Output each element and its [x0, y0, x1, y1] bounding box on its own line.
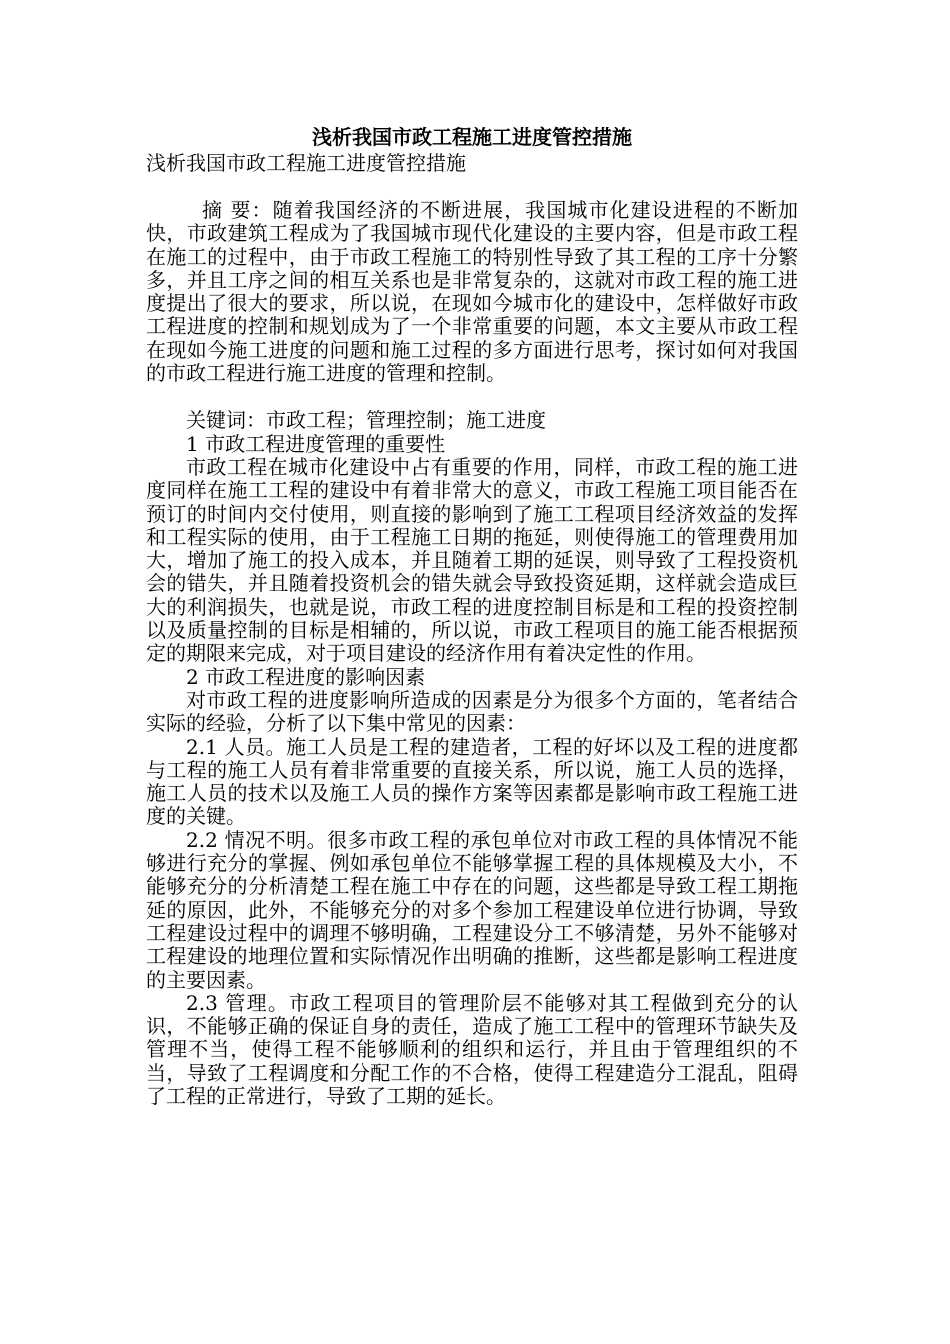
section-1-heading: 1 市政工程进度管理的重要性: [186, 431, 446, 456]
section-2-2-paragraph: 2.2 情况不明。很多市政工程的承包单位对市政工程的具体情况不能够进行充分的掌握、例如承包单位不能够掌握工程的具体规模及大小，不能够充分的分析清楚工程在施工中存在的问题，这些都是导致工程工期拖延的原因，此外，不能够充分的对多个参加工程建设单位进行协调，导致工程建设过程中的调理不够明确，工程建设分工不够清楚，另外不能够对工程建设的地理位置和实际情况作出明确的推断，这些都是影响工程进度的主要因素。: [146, 827, 798, 992]
document-page: [146, 124, 798, 1108]
section-2-heading: 2 市政工程进度的影响因素: [186, 664, 426, 689]
section-1-paragraph: 市政工程在城市化建设中占有重要的作用，同样，市政工程的施工进度同样在施工工程的建设中有着非常大的意义，市政工程施工项目能否在预订的时间内交付使用，则直接的影响到了施工工程项目经济效益的发挥和工程实际的使用，由于工程施工日期的拖延，则使得施工的管理费用加大，增加了施工的投入成本，并且随着工期的延误，则导致了工程投资机会的错失，并且随着投资机会的错失就会导致投资延期，这样就会造成巨大的利润损失，也就是说，市政工程的进度控制目标是和工程的投资控制以及质量控制的目标是相辅的，所以说，市政工程项目的施工能否根据预定的期限来完成，对于项目建设的经济作用有着决定性的作用。: [146, 454, 798, 666]
section-2-1-paragraph: 2.1 人员。施工人员是工程的建造者，工程的好坏以及工程的进度都与工程的施工人员有着非常重要的直接关系，所以说，施工人员的选择，施工人员的技术以及施工人员的操作方案等因素都是影响市政工程施工进度的关键。: [146, 734, 798, 829]
spacer: [146, 385, 798, 409]
abstract-paragraph: 摘 要：随着我国经济的不断进展，我国城市化建设进程的不断加快，市政建筑工程成为了我国城市现代化建设的主要内容，但是市政工程在施工的过程中，由于市政工程施工的特别性导致了其工程的工序十分繁多，并且工序之间的相互关系也是非常复杂的，这就对市政工程的施工进度提出了很大的要求，所以说，在现如今城市化的建设中，怎样做好市政工程进度的控制和规划成为了一个非常重要的问题，本文主要从市政工程在现如今施工进度的问题和施工过程的多方面进行思考，探讨如何对我国的市政工程进行施工进度的管理和控制。: [146, 198, 798, 386]
section-2-intro-paragraph: 对市政工程的进度影响所造成的因素是分为很多个方面的，笔者结合实际的经验，分析了以下集中常见的因素：: [146, 687, 798, 736]
document-title: 浅析我国市政工程施工进度管控措施: [312, 125, 632, 149]
document-subtitle: 浅析我国市政工程施工进度管控措施: [146, 151, 466, 175]
keywords-line: 关键词：市政工程；管理控制；施工进度: [186, 408, 546, 433]
section-2-3-paragraph: 2.3 管理。市政工程项目的管理阶层不能够对其工程做到充分的认识，不能够正确的保证自身的责任，造成了施工工程中的管理环节缺失及管理不当，使得工程不能够顺利的组织和运行，并且由于管理组织的不当，导致了工程调度和分配工作的不合格，使得工程建造分工混乱，阻碍了工程的正常进行，导致了工期的延长。: [146, 990, 798, 1108]
spacer: [146, 175, 798, 199]
